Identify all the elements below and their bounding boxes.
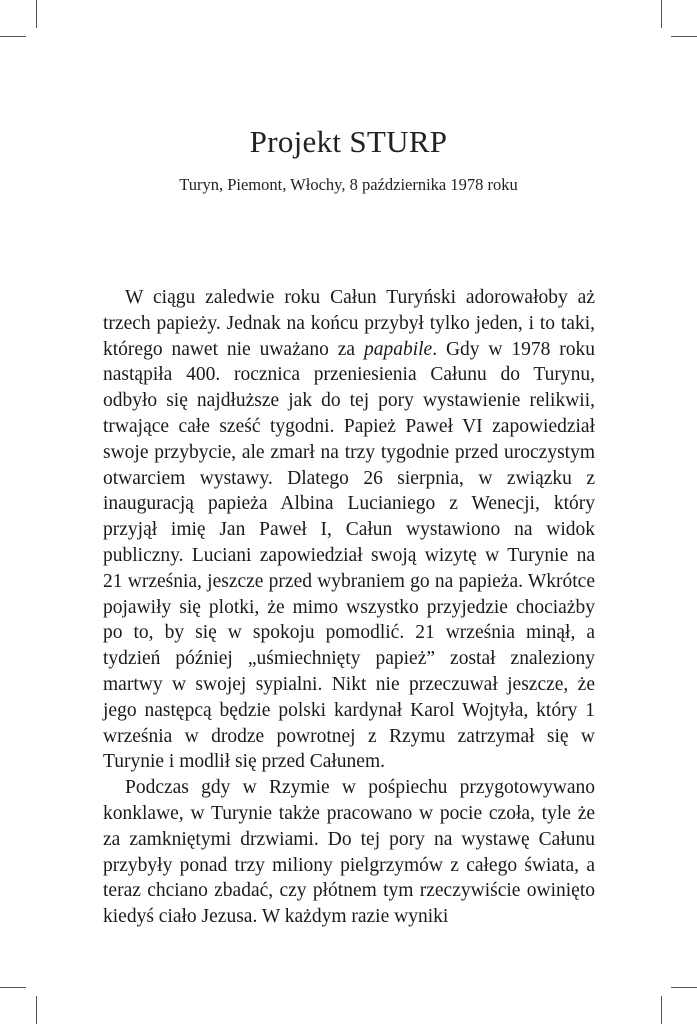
paragraph-1 (103, 285, 595, 775)
chapter-title: Projekt STURP (249, 124, 448, 159)
crop-mark-bottom-right-vertical (661, 996, 662, 1024)
paragraph-2: Podczas gdy w Rzymie w pośpiechu przygotowywano konklawe, w Turynie także pracowano w pocie czoła, tyle że za zamkniętymi drzwiami. Do tej pory na wystawę Całunu przybyły ponad trzy miliony pielgrzymów z całego świata, a teraz chciano zbadać, czy płótnem tym rzeczywiście owinięto kiedyś ciało Jezusa. W każdym razie wyniki (103, 777, 595, 928)
body-text (103, 285, 595, 930)
chapter-subtitle: Turyn, Piemont, Włochy, 8 października 1978 roku (179, 175, 518, 194)
crop-mark-bottom-left-horizontal (0, 987, 26, 988)
crop-mark-top-left-vertical (36, 0, 37, 28)
crop-mark-top-left-horizontal (0, 36, 26, 37)
crop-mark-top-right-horizontal (671, 36, 697, 37)
crop-mark-top-right-vertical (661, 0, 662, 28)
crop-mark-bottom-left-vertical (36, 996, 37, 1024)
paragraph-1-part-2: . Gdy w 1978 roku nastąpiła 400. rocznica przeniesienia Całunu do Turynu, odbyło się najdłuższe jak do tej pory wystawienie relikwii, trwające całe sześć tygodni. Papież Paweł VI zapowiedział swoje przybycie, ale zmarł na trzy tygodnie przed uroczystym otwarciem wystawy. Dlatego 26 sierpnia, w związku z inauguracją papieża Albina Lucianiego z Wenecji, który przyjął imię Jan Paweł I, Całun wystawiono na widok publiczny. Luciani zapowiedział swoją wizytę w Turynie na 21 września, jeszcze przed wybraniem go na papieża. Wkrótce pojawiły się plotki, że mimo wszystko przyjedzie chociażby po to, by się w spokoju pomodlić. 21 września minął, a tydzień później „uśmiechnięty papież” został znaleziony martwy w swojej sypialni. Nikt nie przeczuwał jeszcze, że jego następcą będzie polski kardynał Karol Wojtyła, który 1 września w drodze powrotnej z Rzymu zatrzymał się w Turynie i modlił się przed Całunem. (103, 338, 595, 773)
paragraph-1-part-1: W ciągu zaledwie roku Całun Turyński adorowałoby aż trzech papieży. Jednak na końcu przybył tylko jeden, i to taki, którego nawet nie uważano za (103, 287, 595, 360)
italic-term: papabile (363, 338, 433, 360)
crop-mark-bottom-right-horizontal (671, 987, 697, 988)
